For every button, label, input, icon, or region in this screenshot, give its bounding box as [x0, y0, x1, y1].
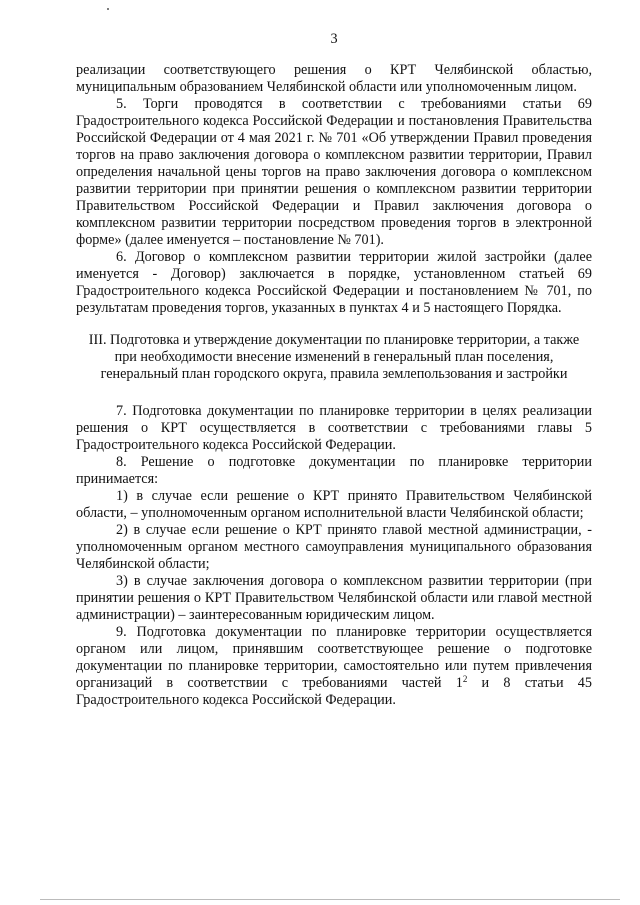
paragraph-9 — [76, 624, 592, 709]
paragraph-9-text: 9. Подготовка документации по планировке территории осуществляется органом или лицом, принявшим соответствующее решение о подготовке документации по планировке территории, самостоятельно или путем привлечения организаций в соответствии с требованиями частей 1 — [76, 624, 592, 691]
scan-speck — [107, 8, 109, 10]
paragraph-continuation: реализации соответствующего решения о КРТ Челябинской областью, муниципальным образованием Челябинской области или уполномоченным лицом. — [76, 62, 592, 95]
paragraph-8-item-3: 3) в случае заключения договора о комплексном развитии территории (при принятии решения о КРТ Правительством Челябинской области или главой местной администрации) – заинтересованным юридическим лицом. — [76, 573, 592, 623]
paragraph-8-item-1: 1) в случае если решение о КРТ принято Правительством Челябинской области, – уполномоченным органом исполнительной власти Челябинской области; — [76, 488, 592, 521]
document-body — [76, 62, 592, 709]
paragraph-8-item-2: 2) в случае если решение о КРТ принято главой местной администрации, - уполномоченным органом местного самоуправления муниципального образования Челябинской области; — [76, 522, 592, 572]
page-number: 3 — [330, 31, 338, 47]
paragraph-8: 8. Решение о подготовке документации по планировке территории принимается: — [76, 454, 592, 487]
scan-edge-line — [40, 899, 620, 900]
paragraph-5: 5. Торги проводятся в соответствии с требованиями статьи 69 Градостроительного кодекса Российской Федерации и постановления Правительства Российской Федерации от 4 мая 2021 г. № 701 «Об утверждении Правил проведения торгов на право заключения договора о комплексном развитии территории, Правил определения начальной цены торгов на право заключения договора о комплексном развитии территории при принятии решения о комплексном развитии территории Правительством Российской Федерации и Правил заключения договора о комплексном развитии территории посредством проведения торгов в электронной форме» (далее именуется – постановление № 701). — [76, 96, 592, 248]
superscript: 2 — [462, 674, 468, 684]
section-heading: III. Подготовка и утверждение документации по планировке территории, а также при необходимости внесение изменений в генеральный план поселения, генеральный план городского округа, правила землепользования и застройки — [88, 332, 580, 382]
paragraph-9-text-end: и 8 статьи 45 Градостроительного кодекса Российской Федерации. — [76, 675, 592, 708]
paragraph-6: 6. Договор о комплексном развитии территории жилой застройки (далее именуется - Договор) заключается в порядке, установленном статьей 69 Градостроительного кодекса Российской Федерации и постановлением № 701, по результатам проведения торгов, указанных в пунктах 4 и 5 настоящего Порядка. — [76, 249, 592, 316]
paragraph-7: 7. Подготовка документации по планировке территории в целях реализации решения о КРТ осуществляется в соответствии с требованиями главы 5 Градостроительного кодекса Российской Федерации. — [76, 403, 592, 453]
